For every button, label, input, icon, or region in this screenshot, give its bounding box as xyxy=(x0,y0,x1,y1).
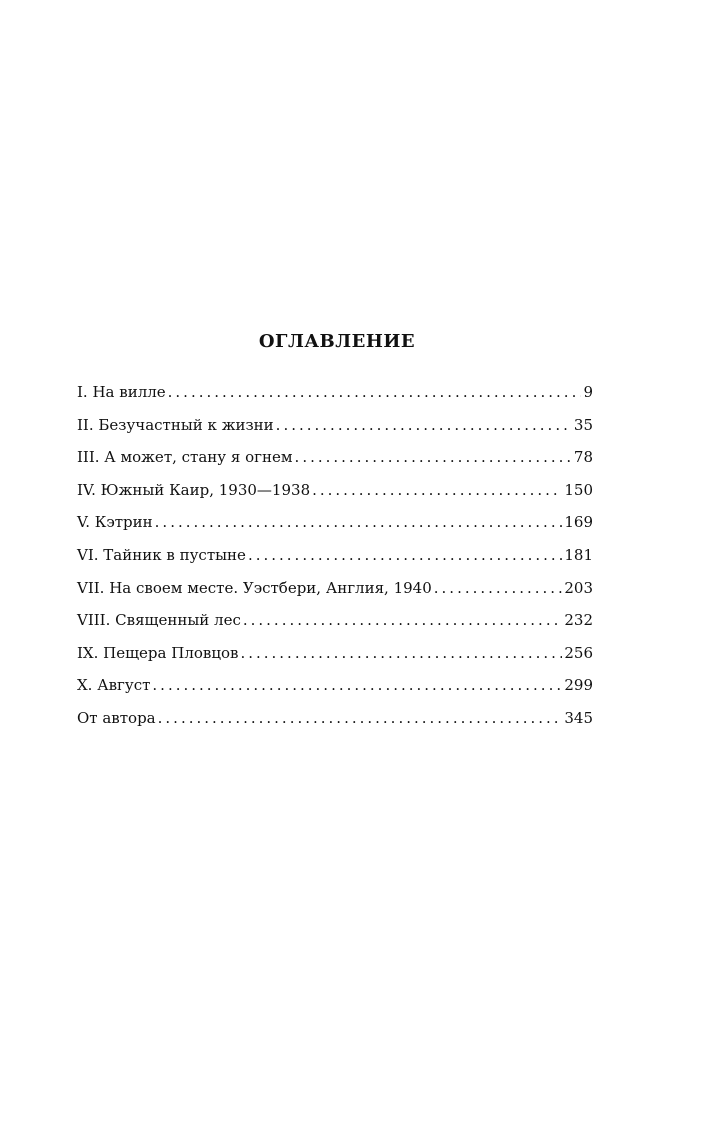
toc-entry xyxy=(77,641,593,674)
toc-entry-page: 181 xyxy=(564,545,593,564)
toc-entry-label: I. На вилле xyxy=(77,383,166,401)
toc-entry-label: VIII. Священный лес xyxy=(77,611,241,630)
toc-entry-page: 203 xyxy=(564,578,593,597)
toc-entry xyxy=(77,380,593,413)
toc-entry xyxy=(77,576,593,609)
toc-entry xyxy=(77,478,593,511)
toc-entry-label: V. Кэтрин xyxy=(77,513,153,532)
toc-entry-label: От автора xyxy=(77,708,156,727)
toc-entry xyxy=(77,510,593,543)
toc-entry xyxy=(77,445,593,478)
toc-dot-leader xyxy=(248,543,562,567)
toc-entry xyxy=(77,543,593,576)
toc-entry-label: VII. На своем месте. Уэстбери, Англия, 1940 xyxy=(77,578,432,597)
toc-entry-page: 256 xyxy=(564,643,593,662)
toc-dot-leader xyxy=(155,510,563,534)
toc-entry-page: 150 xyxy=(564,480,593,499)
toc-entry-label: VI. Тайник в пустыне xyxy=(77,545,246,564)
toc-entry-label: IV. Южный Каир, 1930—1938 xyxy=(77,480,311,499)
toc-entry xyxy=(77,673,593,706)
toc-dot-leader xyxy=(243,608,563,632)
toc-entry xyxy=(77,608,593,641)
toc-dot-leader xyxy=(158,706,563,730)
toc-dot-leader xyxy=(295,445,572,469)
toc-dot-leader xyxy=(276,413,572,437)
toc-entry-page: 169 xyxy=(564,513,593,532)
toc-entry-page: 345 xyxy=(564,708,593,727)
toc-entry-page: 35 xyxy=(573,415,593,434)
toc-dot-leader xyxy=(168,380,582,404)
toc-entry-label: II. Безучастный к жизни xyxy=(77,415,274,434)
toc-dot-leader xyxy=(312,478,562,502)
toc-dot-leader xyxy=(240,641,562,665)
toc-entry-label: X. Август xyxy=(77,676,151,695)
toc-entry-label: IX. Пещера Пловцов xyxy=(77,643,239,662)
toc-dot-leader xyxy=(434,576,563,600)
toc-entry-label: III. А может, стану я огнем xyxy=(77,448,293,467)
toc-title: ОГЛАВЛЕНИЕ xyxy=(258,331,416,352)
toc-entry xyxy=(77,413,593,446)
toc-entry-page: 9 xyxy=(583,383,593,401)
toc-entry xyxy=(77,706,593,739)
toc-entry-page: 299 xyxy=(564,676,593,695)
toc-entry-page: 232 xyxy=(564,611,593,630)
toc-list xyxy=(77,380,593,739)
toc-dot-leader xyxy=(152,673,562,697)
toc-entry-page: 78 xyxy=(573,448,593,467)
